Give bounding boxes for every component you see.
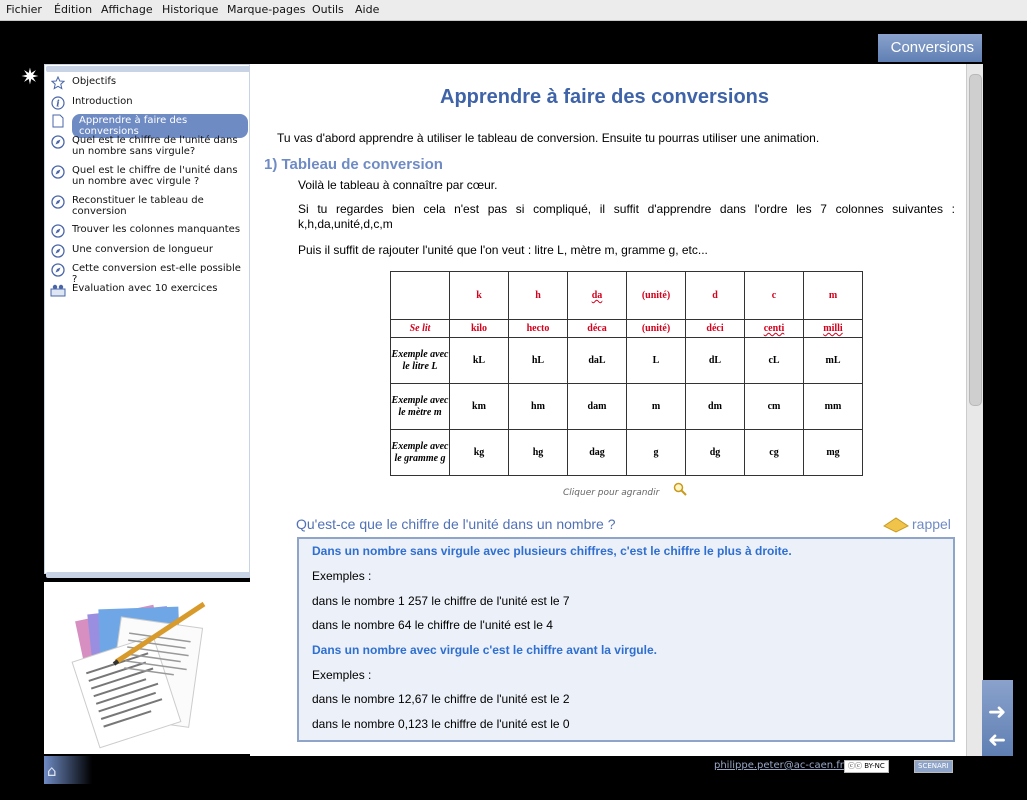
- magnifier-icon[interactable]: [673, 482, 687, 496]
- sidebar-scroll-up[interactable]: [46, 66, 251, 72]
- compass-icon: [50, 263, 66, 277]
- table-cell: d: [686, 272, 745, 320]
- table-cell: c: [745, 272, 804, 320]
- table-cell: daL: [568, 338, 627, 384]
- paragraph-3: Puis il suffit de rajouter l'unité que l'on veut : litre L, mètre m, gramme g, etc...: [298, 243, 708, 257]
- table-cell: dam: [568, 384, 627, 430]
- table-cell: m: [804, 272, 863, 320]
- papers-illustration: [44, 582, 250, 754]
- table-cell: Exemple avec le gramme g: [391, 430, 450, 476]
- table-row: [391, 384, 863, 430]
- table-cell: milli: [804, 320, 863, 338]
- rappel-line: dans le nombre 64 le chiffre de l'unité est le 4: [312, 618, 553, 632]
- table-cell: dg: [686, 430, 745, 476]
- rappel-line: Dans un nombre sans virgule avec plusieurs chiffres, c'est le chiffre le plus à droite.: [312, 544, 792, 558]
- sidebar-item-evaluation[interactable]: Evaluation avec 10 exercices: [50, 283, 248, 297]
- table-cell: g: [627, 430, 686, 476]
- enlarge-caption[interactable]: Cliquer pour agrandir: [563, 488, 660, 498]
- license-badge[interactable]: ⓒⓒ BY-NC: [844, 760, 889, 773]
- table-cell: hm: [509, 384, 568, 430]
- table-cell: dL: [686, 338, 745, 384]
- star-logo-icon: ✷: [20, 65, 40, 90]
- rappel-line: Exemples :: [312, 668, 372, 682]
- cc-icon: ⓒⓒ: [848, 762, 862, 770]
- table-cell: hL: [509, 338, 568, 384]
- rappel-line: Dans un nombre avec virgule c'est le chiffre avant la virgule.: [312, 643, 657, 657]
- sidebar-item-objectifs[interactable]: Objectifs: [50, 76, 248, 90]
- sidebar-item-reconstituer-tableau[interactable]: Reconstituer le tableau de conversion: [50, 195, 248, 217]
- page-title: Apprendre à faire des conversions: [440, 86, 770, 108]
- menu-bar: [0, 0, 1027, 21]
- page-icon: [50, 114, 66, 128]
- compass-icon: [50, 244, 66, 258]
- menu-affichage[interactable]: Affichage: [101, 3, 153, 16]
- sidebar-item-introduction[interactable]: i Introduction: [50, 96, 248, 110]
- compass-icon: [50, 135, 66, 149]
- compass-icon: [50, 165, 66, 179]
- table-cell: hecto: [509, 320, 568, 338]
- table-row: [391, 272, 863, 320]
- menu-historique[interactable]: Historique: [162, 3, 219, 16]
- table-cell: cL: [745, 338, 804, 384]
- rappel-line: dans le nombre 1 257 le chiffre de l'unité est le 7: [312, 594, 570, 608]
- table-cell: cg: [745, 430, 804, 476]
- table-cell: Exemple avec le mètre m: [391, 384, 450, 430]
- sidebar-item-unite-avec-virgule[interactable]: Quel est le chiffre de l'unité dans un nombre avec virgule ?: [50, 165, 248, 187]
- table-row: [391, 338, 863, 384]
- scrollbar-thumb[interactable]: [969, 74, 982, 406]
- table-cell: [391, 272, 450, 320]
- main-content: [250, 64, 966, 756]
- menu-fichier[interactable]: Fichier: [6, 3, 42, 16]
- table-cell: cm: [745, 384, 804, 430]
- info-icon: [50, 96, 66, 110]
- table-cell: kL: [450, 338, 509, 384]
- rappel-line: Exemples :: [312, 569, 372, 583]
- scenari-badge[interactable]: SCENARI: [914, 760, 953, 773]
- table-cell: Se lit: [391, 320, 450, 338]
- section-heading-unite: Qu'est-ce que le chiffre de l'unité dans un nombre ?: [296, 516, 616, 532]
- table-cell: m: [627, 384, 686, 430]
- menu-edition[interactable]: Édition: [54, 3, 93, 16]
- table-cell: (unité): [627, 272, 686, 320]
- sidebar-scroll-down[interactable]: [46, 572, 251, 578]
- author-email-link[interactable]: philippe.peter@ac-caen.fr: [714, 760, 844, 771]
- table-cell: da: [568, 272, 627, 320]
- pencil-note-icon: [882, 516, 910, 534]
- table-cell: hg: [509, 430, 568, 476]
- table-cell: kilo: [450, 320, 509, 338]
- table-cell: Exemple avec le litre L: [391, 338, 450, 384]
- table-cell: L: [627, 338, 686, 384]
- table-cell: mg: [804, 430, 863, 476]
- compass-icon: [50, 195, 66, 209]
- rappel-box: [297, 537, 955, 742]
- star-icon: [50, 76, 66, 90]
- sidebar-item-unite-sans-virgule[interactable]: Quel est le chiffre de l'unité dans un nombre sans virgule?: [50, 135, 248, 157]
- rappel-line: dans le nombre 0,123 le chiffre de l'unité est le 0: [312, 717, 570, 731]
- paragraph-2: Si tu regardes bien cela n'est pas si compliqué, il suffit d'apprendre dans l'ordre les 7 colonnes suivantes : k,h,da,unité,d,c,m: [298, 202, 955, 231]
- rappel-line: dans le nombre 12,67 le chiffre de l'unité est le 2: [312, 692, 570, 706]
- table-row: [391, 320, 863, 338]
- intro-text: Tu vas d'abord apprendre à utiliser le tableau de conversion. Ensuite tu pourras utiliser une animation.: [277, 131, 820, 145]
- app-title: Conversions: [878, 34, 982, 62]
- table-cell: centi: [745, 320, 804, 338]
- section-heading-tableau: 1) Tableau de conversion: [264, 156, 443, 173]
- sidebar-item-colonnes-manquantes[interactable]: Trouver les colonnes manquantes: [50, 224, 248, 238]
- sidebar-item-apprendre-conversions[interactable]: Apprendre à faire des conversions: [50, 114, 248, 138]
- rappel-label: rappel: [912, 516, 951, 532]
- table-cell: (unité): [627, 320, 686, 338]
- table-cell: kg: [450, 430, 509, 476]
- evaluation-icon: [50, 283, 66, 297]
- previous-arrow-icon[interactable]: ➜: [987, 728, 1007, 753]
- svg-text:i: i: [56, 99, 60, 110]
- menu-outils[interactable]: Outils: [312, 3, 344, 16]
- table-cell: dag: [568, 430, 627, 476]
- header-bar: [0, 21, 1027, 64]
- home-icon[interactable]: ⌂: [47, 762, 57, 780]
- table-cell: mm: [804, 384, 863, 430]
- sidebar-item-conversion-longueur[interactable]: Une conversion de longueur: [50, 244, 248, 258]
- conversion-table[interactable]: [390, 271, 863, 476]
- table-cell: h: [509, 272, 568, 320]
- content-scrollbar[interactable]: [966, 64, 983, 756]
- compass-icon: [50, 224, 66, 238]
- table-cell: km: [450, 384, 509, 430]
- table-row: [391, 430, 863, 476]
- table-cell: mL: [804, 338, 863, 384]
- table-cell: dm: [686, 384, 745, 430]
- table-cell: k: [450, 272, 509, 320]
- menu-marque-pages[interactable]: Marque-pages: [227, 3, 306, 16]
- next-arrow-icon[interactable]: ➜: [987, 700, 1007, 725]
- menu-aide[interactable]: Aide: [355, 3, 380, 16]
- paragraph-1: Voilà le tableau à connaître par cœur.: [298, 178, 498, 192]
- table-cell: déci: [686, 320, 745, 338]
- sidebar-item-conversion-possible[interactable]: Cette conversion est-elle possible ?: [50, 263, 248, 285]
- table-cell: déca: [568, 320, 627, 338]
